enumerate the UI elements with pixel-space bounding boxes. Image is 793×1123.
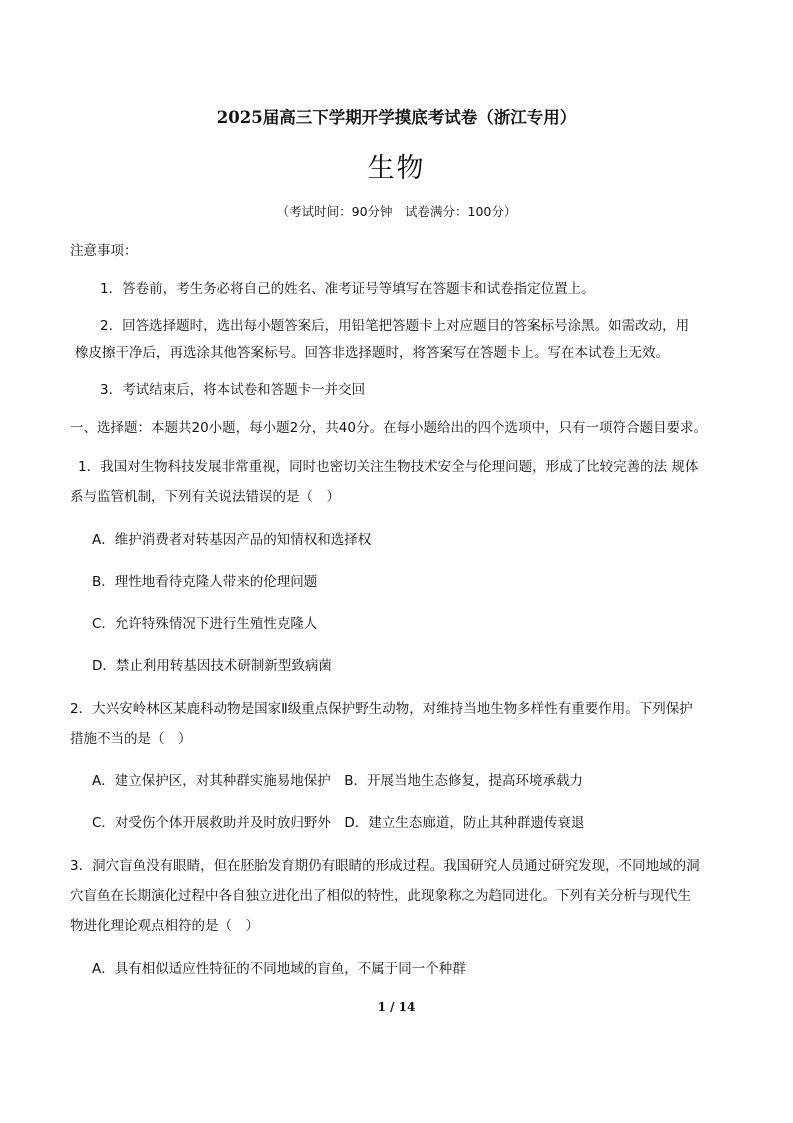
page-number: 1 / 14 xyxy=(377,1000,416,1014)
question-3-option-a: A．具有相似适应性特征的不同地域的盲鱼，不属于同一个种群 xyxy=(92,961,466,977)
question-1-option-c: C．允许特殊情况下进行生殖性克隆人 xyxy=(92,616,318,632)
question-3-stem-line-3: 物进化理论观点相符的是（ ） xyxy=(70,918,259,934)
section-heading: 一、选择题：本题共20小题，每小题2分，共40分。在每小题给出的四个选项中，只有一项符合题目要求。 xyxy=(70,420,707,436)
notice-item-1: 1．答卷前，考生务必将自己的姓名、准考证号等填写在答题卡和试卷指定位置上。 xyxy=(100,281,595,297)
question-2-stem-line-1: 2．大兴安岭林区某鹿科动物是国家Ⅱ级重点保护野生动物，对维持当地生物多样性有重要作用。下列保护 xyxy=(70,701,693,717)
question-1-stem-line-1: 1．我国对生物科技发展非常重视，同时也密切关注生物技术安全与伦理问题，形成了比较完善的法 规体 xyxy=(78,459,699,475)
exam-info: （考试时间：90分钟 试卷满分：100分） xyxy=(276,204,517,219)
question-1-option-d: D．禁止利用转基因技术研制新型致病菌 xyxy=(92,658,332,674)
question-1-option-a: A．维护消费者对转基因产品的知情权和选择权 xyxy=(92,532,372,548)
subject-title: 生物 xyxy=(367,153,426,184)
notice-item-2: 2．回答选择题时，选出每小题答案后，用铅笔把答题卡上对应题目的答案标号涂黑。如需改动，用 xyxy=(100,318,690,334)
question-2-stem-line-2: 措施不当的是（ ） xyxy=(70,731,192,747)
question-2-options-ab: A．建立保护区，对其种群实施易地保护 B．开展当地生态修复，提高环境承载力 xyxy=(92,773,583,789)
notice-title: 注意事项： xyxy=(70,243,138,259)
notice-item-2-cont: 橡皮擦干净后，再选涂其他答案标号。回答非选择题时，将答案写在答题卡上。写在本试卷上无效。 xyxy=(75,345,669,361)
exam-title: 2025届高三下学期开学摸底考试卷（浙江专用） xyxy=(216,108,577,127)
question-1-stem-line-2: 系与监管机制，下列有关说法错误的是（ ） xyxy=(70,489,340,505)
notice-item-3: 3．考试结束后，将本试卷和答题卡一并交回 xyxy=(100,382,366,398)
question-3-stem-line-2: 穴盲鱼在长期演化过程中各自独立进化出了相似的特性，此现象称之为趋同进化。下列有关分析与现代生 xyxy=(70,888,691,904)
question-2-options-cd: C．对受伤个体开展救助并及时放归野外 D．建立生态廊道，防止其种群遗传衰退 xyxy=(92,815,585,831)
question-1-option-b: B．理性地看待克隆人带来的伦理问题 xyxy=(92,574,318,590)
question-3-stem-line-1: 3．洞穴盲鱼没有眼睛，但在胚胎发育期仍有眼睛的形成过程。我国研究人员通过研究发现，不同地域的洞 xyxy=(70,858,700,874)
